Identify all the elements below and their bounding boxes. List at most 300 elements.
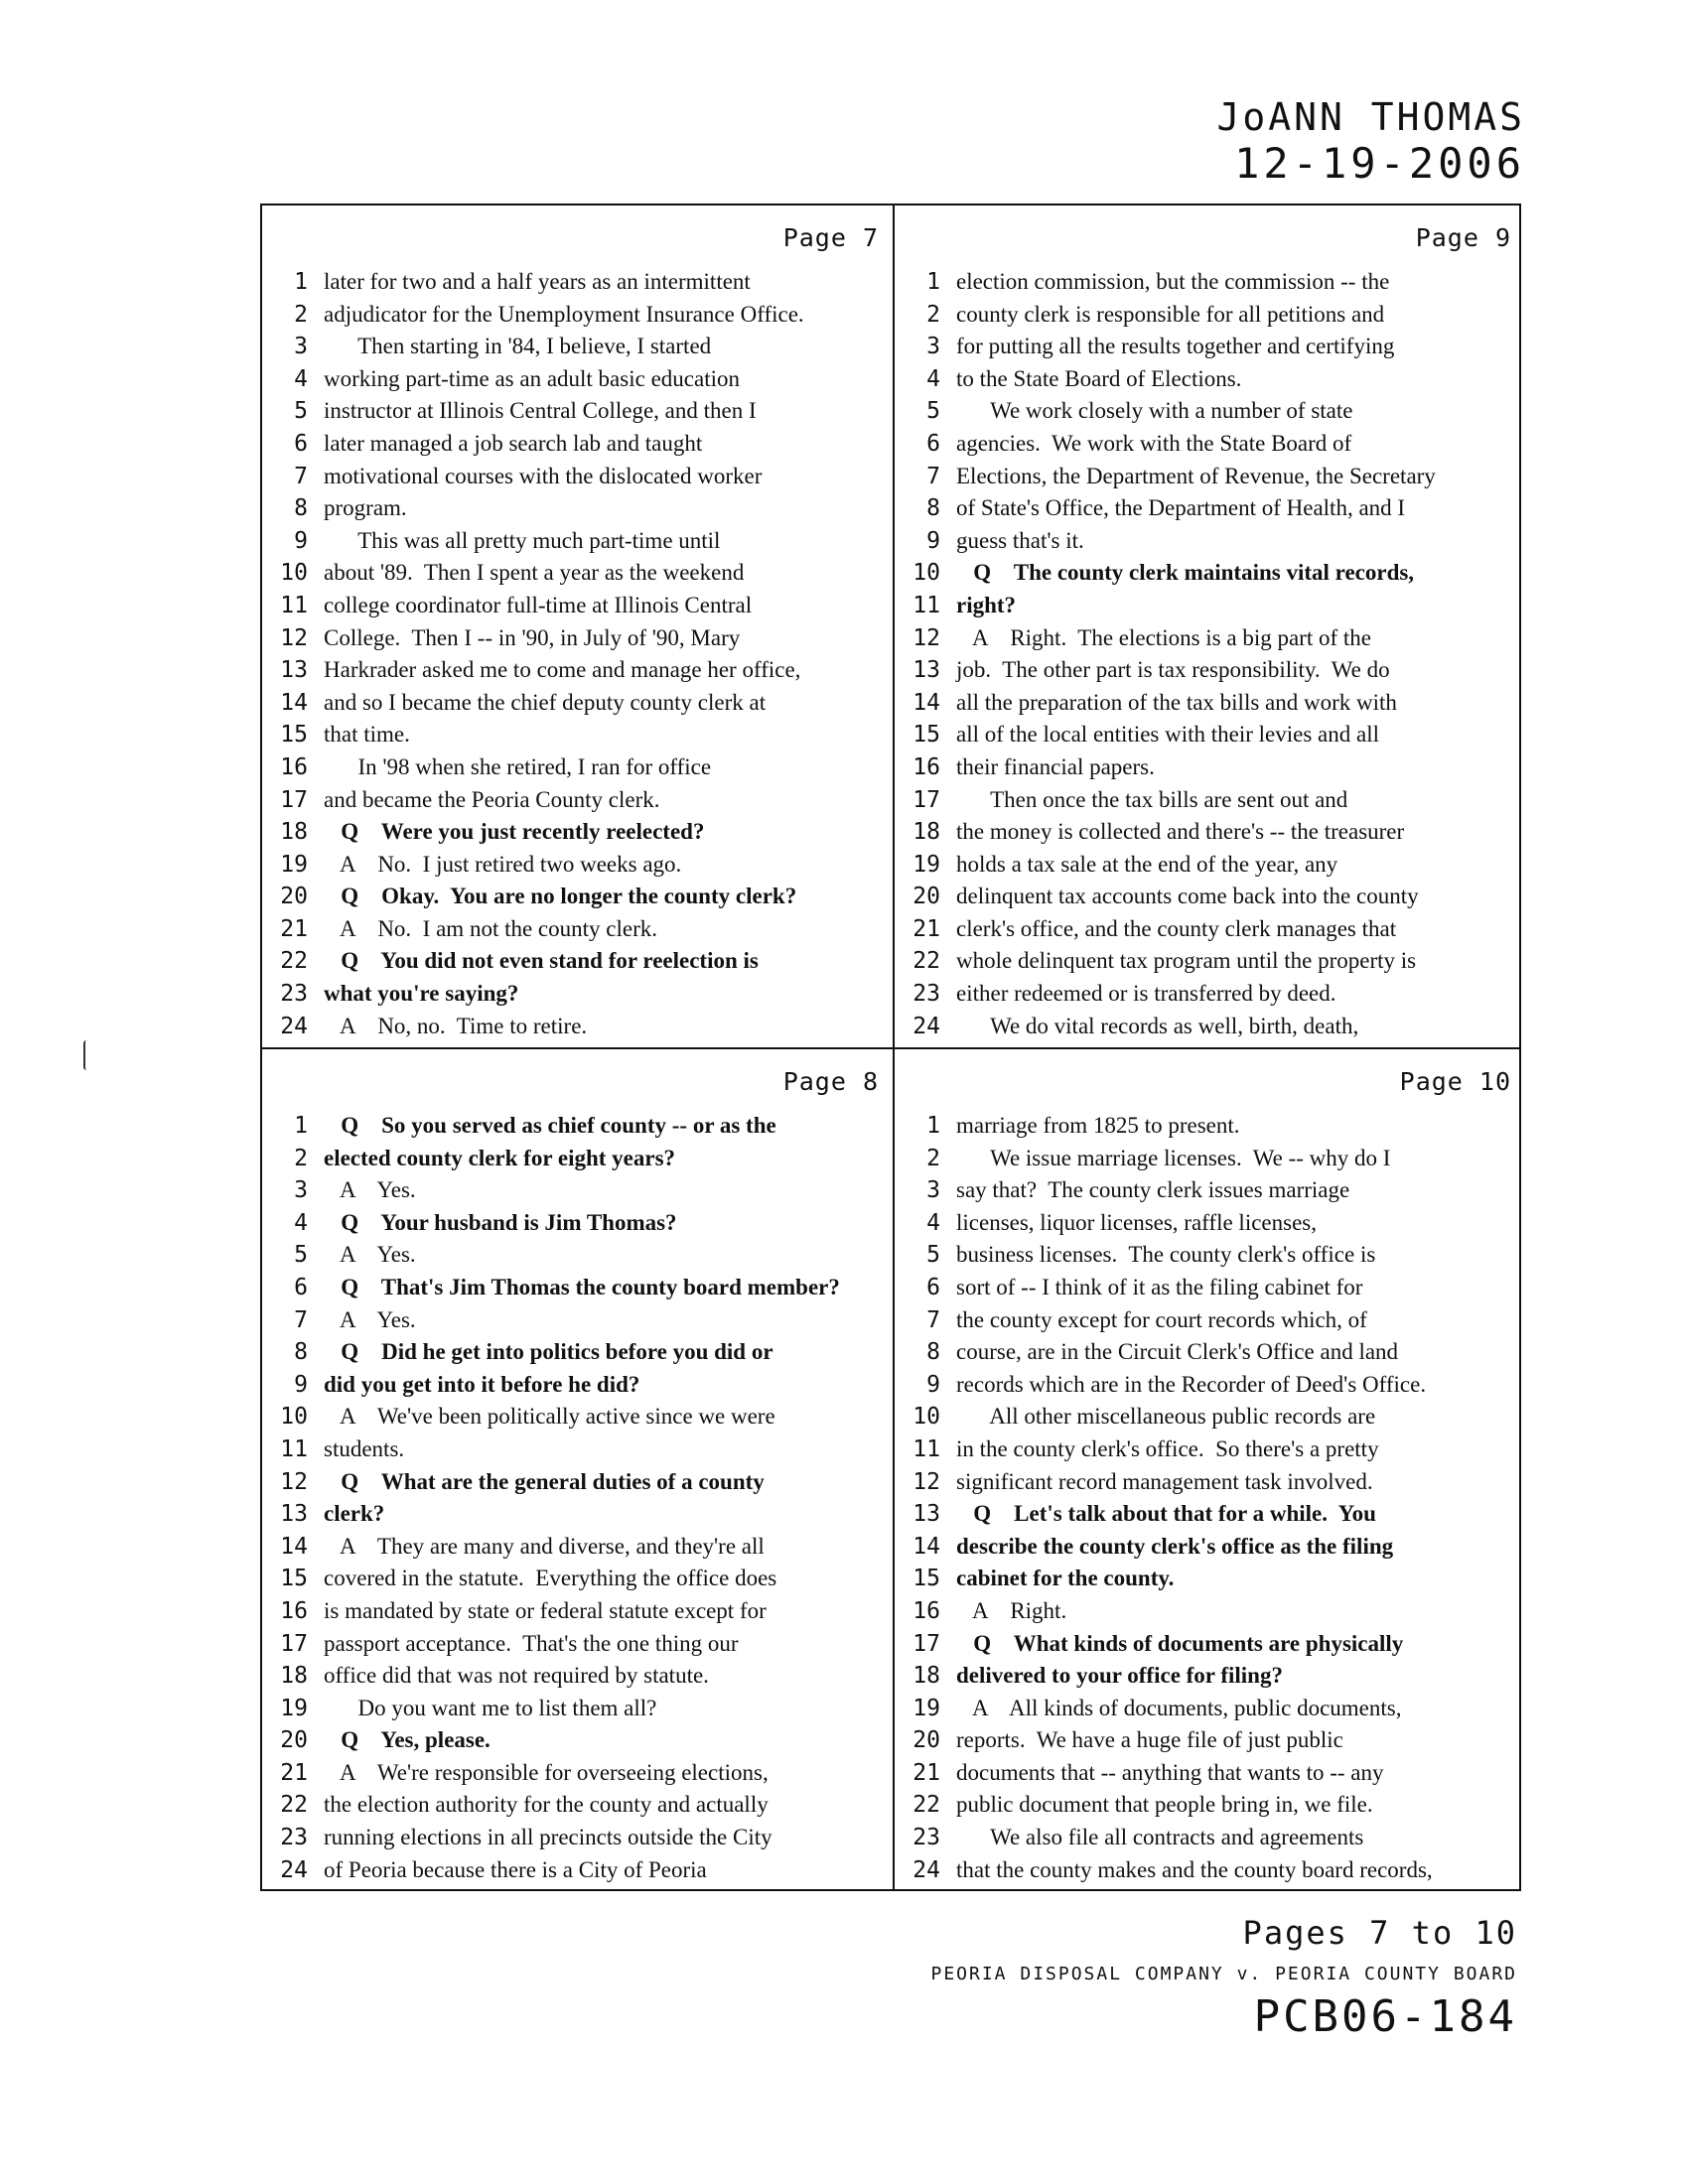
line-text: Q That's Jim Thomas the county board member?	[324, 1274, 840, 1299]
transcript-page-10	[895, 1049, 1525, 1891]
line-number: 6	[926, 1274, 940, 1300]
transcript-line	[262, 1631, 893, 1664]
line-number: 2	[294, 1145, 308, 1171]
transcript-line	[895, 1014, 1525, 1046]
line-text: sort of -- I think of it as the filing cabinet for	[956, 1274, 1363, 1299]
line-number: 14	[280, 1533, 308, 1560]
line-text: Q Did he get into politics before you did or	[324, 1339, 773, 1365]
line-text: Q What kinds of documents are physically	[956, 1630, 1404, 1656]
transcript-line	[262, 334, 893, 366]
transcript-line	[262, 366, 893, 399]
line-text: A We're responsible for overseeing elections,	[324, 1759, 769, 1785]
transcript-line	[895, 1501, 1525, 1534]
transcript-line	[895, 1825, 1525, 1857]
line-text: We issue marriage licenses. We -- why do I	[956, 1145, 1391, 1170]
line-text: of State's Office, the Department of Health, and I	[956, 495, 1406, 521]
line-number: 21	[280, 1759, 308, 1786]
line-text: A Yes.	[324, 1242, 416, 1268]
transcript-line	[895, 398, 1525, 431]
line-number: 7	[294, 1306, 308, 1333]
line-text: the money is collected and there's -- the treasurer	[956, 819, 1405, 845]
transcript-line	[262, 1696, 893, 1728]
line-number: 21	[912, 1759, 940, 1786]
line-text: clerk's office, and the county clerk manages that	[956, 915, 1397, 941]
line-number: 4	[926, 1209, 940, 1236]
transcript-line	[262, 464, 893, 496]
transcript-line	[262, 398, 893, 431]
line-text: describe the county clerk's office as the filing	[956, 1533, 1394, 1559]
transcript-line	[895, 787, 1525, 820]
transcript-line	[262, 1113, 893, 1146]
transcript-line	[262, 1469, 893, 1502]
page-label: Page 8	[782, 1067, 879, 1096]
line-number: 10	[280, 1404, 308, 1431]
transcript-page-7	[262, 205, 893, 1047]
line-number: 19	[280, 1695, 308, 1721]
line-number: 11	[280, 592, 308, 618]
transcript-line	[262, 916, 893, 949]
transcript-line	[262, 1177, 893, 1210]
transcript-line	[262, 690, 893, 723]
line-number: 4	[294, 365, 308, 392]
line-text: county clerk is responsible for all petitions and	[956, 301, 1385, 327]
line-text: Q Yes, please.	[324, 1727, 491, 1753]
line-text: A Right.	[956, 1597, 1067, 1623]
line-number: 24	[280, 1013, 308, 1039]
line-number: 19	[280, 851, 308, 878]
line-number: 8	[294, 495, 308, 522]
page-label: Page 7	[782, 223, 879, 252]
line-text: A Right. The elections is a big part of the	[956, 624, 1371, 650]
line-text: guess that's it.	[956, 527, 1084, 553]
line-text: A Yes.	[324, 1306, 416, 1332]
line-number: 22	[280, 948, 308, 975]
transcript-line	[895, 948, 1525, 981]
line-number: 22	[280, 1792, 308, 1819]
line-text: later for two and a half years as an intermittent	[324, 269, 751, 294]
line-text: and so I became the chief deputy county clerk at	[324, 689, 767, 715]
line-text: all of the local entities with their levies and all	[956, 722, 1380, 748]
line-text: A No, no. Time to retire.	[324, 1013, 588, 1038]
line-number: 15	[280, 722, 308, 749]
line-text: A No. I just retired two weeks ago.	[324, 851, 682, 877]
line-text: what you're saying?	[324, 981, 519, 1007]
line-text: running elections in all precincts outside the City	[324, 1825, 772, 1850]
transcript-line	[262, 302, 893, 335]
line-number: 12	[912, 624, 940, 651]
transcript-line	[262, 1727, 893, 1760]
transcript-line	[262, 1210, 893, 1243]
transcript-line	[895, 1275, 1525, 1307]
line-number: 7	[926, 463, 940, 489]
line-number: 10	[912, 560, 940, 587]
line-text: say that? The county clerk issues marriage	[956, 1177, 1350, 1203]
line-text: All other miscellaneous public records are	[956, 1404, 1376, 1430]
line-text: that time.	[324, 722, 410, 748]
line-number: 12	[912, 1468, 940, 1495]
line-number: 12	[280, 1468, 308, 1495]
transcript-line	[262, 528, 893, 561]
line-number: 8	[926, 1339, 940, 1366]
transcript-line	[895, 1242, 1525, 1275]
transcript-line	[262, 1436, 893, 1469]
transcript-line	[895, 560, 1525, 593]
line-number: 15	[912, 722, 940, 749]
line-text: Q You did not even stand for reelection is	[324, 948, 759, 974]
line-number: 16	[280, 1597, 308, 1624]
line-list	[895, 269, 1525, 1045]
line-text: college coordinator full-time at Illinois Central	[324, 592, 753, 617]
line-number: 6	[926, 430, 940, 457]
line-text: passport acceptance. That's the one thing our	[324, 1630, 739, 1656]
line-text: is mandated by state or federal statute except for	[324, 1597, 767, 1623]
line-number: 14	[280, 689, 308, 716]
transcript-line	[895, 690, 1525, 723]
transcript-line	[262, 1014, 893, 1046]
transcript-line	[895, 722, 1525, 754]
line-text: the election authority for the county and actually	[324, 1792, 769, 1818]
line-text: public document that people bring in, we file.	[956, 1792, 1373, 1818]
line-number: 6	[294, 1274, 308, 1300]
line-number: 14	[912, 1533, 940, 1560]
line-text: election commission, but the commission -- the	[956, 269, 1390, 294]
transcript-grid	[260, 204, 1521, 1891]
transcript-line	[262, 1501, 893, 1534]
margin-mark	[83, 1040, 89, 1070]
line-number: 20	[912, 884, 940, 910]
line-number: 11	[912, 592, 940, 618]
line-text: This was all pretty much part-time until	[324, 527, 721, 553]
line-text: office did that was not required by statute.	[324, 1663, 709, 1689]
transcript-line	[895, 269, 1525, 302]
line-text: Q Okay. You are no longer the county clerk?	[324, 884, 797, 909]
line-text: We also file all contracts and agreements	[956, 1825, 1364, 1850]
transcript-line	[895, 366, 1525, 399]
line-number: 5	[926, 398, 940, 425]
line-text: elected county clerk for eight years?	[324, 1145, 676, 1170]
transcript-line	[262, 819, 893, 852]
line-number: 12	[280, 624, 308, 651]
line-number: 20	[280, 884, 308, 910]
page-range: Pages 7 to 10	[1242, 1914, 1517, 1952]
line-text: A No. I am not the county clerk.	[324, 915, 657, 941]
line-number: 16	[280, 753, 308, 780]
line-number: 22	[912, 948, 940, 975]
line-number: 7	[294, 463, 308, 489]
line-list	[262, 269, 893, 1045]
line-number: 22	[912, 1792, 940, 1819]
line-text: Do you want me to list them all?	[324, 1695, 657, 1720]
transcript-line	[895, 528, 1525, 561]
line-text: the county except for court records which, of	[956, 1306, 1367, 1332]
transcript-line	[262, 1404, 893, 1436]
line-text: business licenses. The county clerk's office is	[956, 1242, 1376, 1268]
transcript-line	[895, 464, 1525, 496]
transcript-line	[895, 495, 1525, 528]
line-text: whole delinquent tax program until the property is	[956, 948, 1417, 974]
deposition-date: 12-19-2006	[1234, 139, 1525, 188]
transcript-line	[895, 1631, 1525, 1664]
transcript-line	[262, 884, 893, 916]
transcript-line	[262, 1825, 893, 1857]
transcript-line	[895, 1663, 1525, 1696]
transcript-line	[895, 431, 1525, 464]
line-text: did you get into it before he did?	[324, 1371, 640, 1397]
transcript-line	[895, 334, 1525, 366]
line-text: A We've been politically active since we were	[324, 1404, 775, 1430]
transcript-line	[262, 1242, 893, 1275]
line-number: 21	[912, 915, 940, 942]
line-number: 13	[280, 657, 308, 684]
line-text: documents that -- anything that wants to -- any	[956, 1759, 1384, 1785]
transcript-line	[895, 1210, 1525, 1243]
line-number: 10	[912, 1404, 940, 1431]
line-number: 15	[280, 1566, 308, 1592]
line-number: 3	[294, 1177, 308, 1204]
line-number: 1	[926, 269, 940, 295]
line-text: Then starting in '84, I believe, I started	[324, 334, 712, 359]
line-number: 11	[912, 1435, 940, 1462]
case-caption: PEORIA DISPOSAL COMPANY v. PEORIA COUNTY BOARD	[930, 1964, 1517, 1984]
line-number: 1	[294, 1113, 308, 1139]
transcript-line	[895, 1372, 1525, 1405]
line-number: 7	[926, 1306, 940, 1333]
line-number: 13	[912, 657, 940, 684]
line-number: 2	[926, 301, 940, 328]
line-number: 17	[912, 1630, 940, 1657]
line-number: 18	[280, 1663, 308, 1690]
transcript-line	[262, 1663, 893, 1696]
line-text: either redeemed or is transferred by deed.	[956, 981, 1336, 1007]
line-number: 9	[294, 527, 308, 554]
transcript-line	[262, 1598, 893, 1631]
line-number: 3	[926, 334, 940, 360]
transcript-line	[262, 1760, 893, 1793]
transcript-line	[262, 1339, 893, 1372]
line-number: 23	[280, 981, 308, 1008]
transcript-line	[262, 722, 893, 754]
line-text: Q What are the general duties of a county	[324, 1468, 765, 1494]
line-text: Q Let's talk about that for a while. You	[956, 1501, 1376, 1527]
line-text: Q So you served as chief county -- or as the	[324, 1113, 776, 1138]
line-text: Q Your husband is Jim Thomas?	[324, 1209, 677, 1235]
line-number: 8	[926, 495, 940, 522]
transcript-line	[262, 787, 893, 820]
line-text: instructor at Illinois Central College, and then I	[324, 398, 757, 424]
line-number: 13	[912, 1501, 940, 1528]
transcript-line	[262, 625, 893, 658]
transcript-line	[262, 1534, 893, 1567]
line-number: 16	[912, 753, 940, 780]
line-list	[895, 1113, 1525, 1889]
line-number: 16	[912, 1597, 940, 1624]
transcript-line	[262, 1566, 893, 1598]
line-text: holds a tax sale at the end of the year, any	[956, 851, 1338, 877]
line-text: records which are in the Recorder of Deed's Office.	[956, 1371, 1427, 1397]
transcript-line	[895, 625, 1525, 658]
transcript-line	[895, 1469, 1525, 1502]
transcript-line	[895, 1436, 1525, 1469]
transcript-line	[262, 1307, 893, 1340]
transcript-line	[895, 1404, 1525, 1436]
transcript-line	[262, 1275, 893, 1307]
line-number: 15	[912, 1566, 940, 1592]
line-text: course, are in the Circuit Clerk's Office and land	[956, 1339, 1399, 1365]
line-number: 23	[912, 1825, 940, 1851]
line-number: 5	[294, 1242, 308, 1269]
line-text: Q Were you just recently reelected?	[324, 819, 705, 845]
transcript-line	[895, 1339, 1525, 1372]
line-text: covered in the statute. Everything the office does	[324, 1566, 777, 1591]
line-number: 3	[294, 334, 308, 360]
line-number: 2	[926, 1145, 940, 1171]
line-text: agencies. We work with the State Board of	[956, 430, 1352, 456]
line-number: 1	[926, 1113, 940, 1139]
line-number: 17	[280, 786, 308, 813]
line-text: cabinet for the county.	[956, 1566, 1175, 1591]
line-text: of Peoria because there is a City of Peoria	[324, 1856, 707, 1882]
line-text: reports. We have a huge file of just public	[956, 1727, 1343, 1753]
transcript-line	[262, 657, 893, 690]
transcript-line	[895, 852, 1525, 885]
line-number: 14	[912, 689, 940, 716]
line-text: marriage from 1825 to present.	[956, 1113, 1240, 1138]
transcript-line	[262, 593, 893, 625]
transcript-line	[895, 593, 1525, 625]
line-text: delinquent tax accounts come back into the county	[956, 884, 1419, 909]
line-text: A They are many and diverse, and they're all	[324, 1533, 765, 1559]
transcript-line	[262, 495, 893, 528]
line-text: motivational courses with the dislocated worker	[324, 463, 763, 488]
line-number: 8	[294, 1339, 308, 1366]
line-text: Harkrader asked me to come and manage her office,	[324, 657, 801, 683]
transcript-line	[895, 819, 1525, 852]
line-text: program.	[324, 495, 407, 521]
line-text: all the preparation of the tax bills and work with	[956, 689, 1397, 715]
line-number: 20	[280, 1727, 308, 1754]
transcript-line	[895, 1307, 1525, 1340]
line-text: job. The other part is tax responsibility. We do	[956, 657, 1390, 683]
line-text: significant record management task involved.	[956, 1468, 1373, 1494]
line-text: adjudicator for the Unemployment Insurance Office.	[324, 301, 804, 327]
line-number: 19	[912, 851, 940, 878]
transcript-line	[895, 1857, 1525, 1890]
line-number: 4	[926, 365, 940, 392]
line-list	[262, 1113, 893, 1889]
transcript-line	[895, 1696, 1525, 1728]
line-number: 9	[926, 1371, 940, 1398]
transcript-line	[895, 916, 1525, 949]
line-text: We do vital records as well, birth, death,	[956, 1013, 1359, 1038]
transcript-line	[895, 981, 1525, 1014]
transcript-page-8	[262, 1049, 893, 1891]
transcript-line	[262, 852, 893, 885]
transcript-line	[262, 1857, 893, 1890]
transcript-line	[262, 948, 893, 981]
line-text: later managed a job search lab and taught	[324, 430, 703, 456]
line-text: their financial papers.	[956, 753, 1155, 779]
line-number: 2	[294, 301, 308, 328]
transcript-line	[895, 1792, 1525, 1825]
page-label: Page 10	[1399, 1067, 1511, 1096]
line-number: 17	[912, 786, 940, 813]
line-number: 11	[280, 1435, 308, 1462]
line-number: 3	[926, 1177, 940, 1204]
line-text: licenses, liquor licenses, raffle licenses,	[956, 1209, 1317, 1235]
transcript-line	[895, 1566, 1525, 1598]
transcript-line	[895, 1146, 1525, 1178]
line-number: 24	[912, 1013, 940, 1039]
transcript-line	[895, 302, 1525, 335]
transcript-line	[262, 1372, 893, 1405]
line-number: 10	[280, 560, 308, 587]
line-text: working part-time as an adult basic education	[324, 365, 740, 391]
transcript-line	[895, 1598, 1525, 1631]
line-number: 13	[280, 1501, 308, 1528]
line-text: We work closely with a number of state	[956, 398, 1353, 424]
line-text: that the county makes and the county board records,	[956, 1856, 1433, 1882]
line-number: 9	[926, 527, 940, 554]
line-text: Then once the tax bills are sent out and	[956, 786, 1348, 812]
transcript-line	[262, 1792, 893, 1825]
line-text: A Yes.	[324, 1177, 416, 1203]
transcript-line	[262, 431, 893, 464]
transcript-line	[262, 560, 893, 593]
case-number: PCB06-184	[1253, 1991, 1517, 2042]
line-text: about '89. Then I spent a year as the weekend	[324, 560, 745, 586]
transcript-line	[895, 884, 1525, 916]
line-text: College. Then I -- in '90, in July of '90, Mary	[324, 624, 741, 650]
line-number: 20	[912, 1727, 940, 1754]
line-number: 24	[280, 1856, 308, 1883]
line-text: right?	[956, 592, 1017, 617]
line-number: 17	[280, 1630, 308, 1657]
witness-name: JoANN THOMAS	[1216, 95, 1525, 139]
transcript-line	[262, 754, 893, 787]
line-text: delivered to your office for filing?	[956, 1663, 1283, 1689]
line-number: 5	[294, 398, 308, 425]
line-text: and became the Peoria County clerk.	[324, 786, 660, 812]
line-text: to the State Board of Elections.	[956, 365, 1242, 391]
line-number: 9	[294, 1371, 308, 1398]
page-label: Page 9	[1415, 223, 1511, 252]
transcript-line	[895, 1177, 1525, 1210]
transcript-line	[262, 1146, 893, 1178]
transcript-line	[895, 754, 1525, 787]
line-number: 4	[294, 1209, 308, 1236]
line-number: 18	[912, 819, 940, 846]
line-text: A All kinds of documents, public documents,	[956, 1695, 1402, 1720]
line-number: 23	[912, 981, 940, 1008]
transcript-line	[895, 1113, 1525, 1146]
transcript-line	[895, 657, 1525, 690]
line-text: students.	[324, 1435, 405, 1461]
transcript-line	[895, 1534, 1525, 1567]
line-number: 24	[912, 1856, 940, 1883]
line-number: 19	[912, 1695, 940, 1721]
line-text: In '98 when she retired, I ran for office	[324, 753, 712, 779]
line-text: in the county clerk's office. So there's a pretty	[956, 1435, 1379, 1461]
transcript-page-9	[895, 205, 1525, 1047]
transcript-line	[895, 1760, 1525, 1793]
line-number: 21	[280, 915, 308, 942]
line-text: for putting all the results together and certifying	[956, 334, 1395, 359]
line-number: 5	[926, 1242, 940, 1269]
line-text: Q The county clerk maintains vital records,	[956, 560, 1415, 586]
line-number: 18	[280, 819, 308, 846]
line-number: 18	[912, 1663, 940, 1690]
line-text: Elections, the Department of Revenue, the Secretary	[956, 463, 1436, 488]
